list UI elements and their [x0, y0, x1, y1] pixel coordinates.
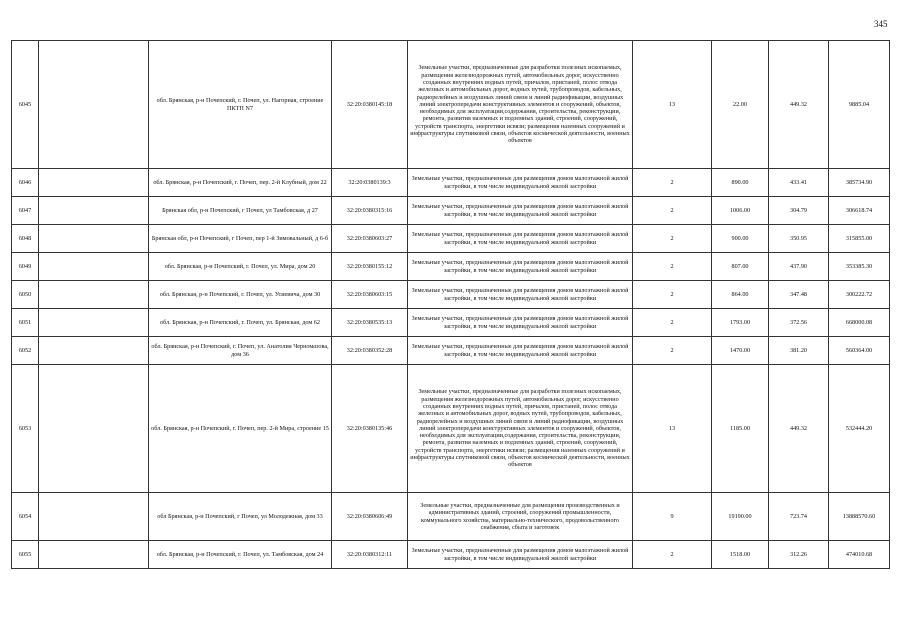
row-id-cell: 6052 — [12, 337, 39, 365]
cadastral-number-cell: 32:20:0380606:49 — [332, 493, 408, 541]
table-row — [12, 225, 890, 253]
land-purpose-cell: Земельные участки, предназначенные для размещения домов малоэтажной жилой застройки, в том числе индивидуальной жилой застройки — [408, 541, 633, 569]
blank-cell — [39, 365, 149, 493]
land-purpose-cell: Земельные участки, предназначенные для размещения домов малоэтажной жилой застройки, в том числе индивидуальной жилой застройки — [408, 197, 633, 225]
purpose-code-cell: 2 — [633, 169, 712, 197]
rate-cell: 433.41 — [769, 169, 829, 197]
cadastral-value-cell: 385734.90 — [829, 169, 890, 197]
area-cell: 1518.00 — [712, 541, 769, 569]
purpose-code-cell: 2 — [633, 309, 712, 337]
cadastral-number-cell: 32:20:0380312:11 — [332, 541, 408, 569]
purpose-code-cell: 2 — [633, 225, 712, 253]
purpose-code-cell: 2 — [633, 197, 712, 225]
cadastral-number-cell: 32:20:0380135:46 — [332, 365, 408, 493]
land-registry-table — [11, 40, 890, 569]
address-cell: Брянская обл, р-н Почепский, г Почеп, пер 1-й Зимовальный, д 6-б — [149, 225, 332, 253]
blank-cell — [39, 281, 149, 309]
rate-cell: 381.20 — [769, 337, 829, 365]
table-row — [12, 493, 890, 541]
purpose-code-cell: 2 — [633, 337, 712, 365]
blank-cell — [39, 541, 149, 569]
address-cell: обл. Брянская, р-н Почепский, г. Почеп, ул. Анатолия Черномазова, дом 36 — [149, 337, 332, 365]
table-row — [12, 365, 890, 493]
address-cell: обл. Брянская, р-н Почепский, г. Почеп, пер. 2-й Мира, строение 15 — [149, 365, 332, 493]
table-row — [12, 309, 890, 337]
cadastral-number-cell: 32:20:0380352:28 — [332, 337, 408, 365]
address-cell: обл. Брянская, р-н Почепский, г. Почеп, ул. Брянская, дом 62 — [149, 309, 332, 337]
row-id-cell: 6049 — [12, 253, 39, 281]
blank-cell — [39, 337, 149, 365]
rate-cell: 304.79 — [769, 197, 829, 225]
cadastral-number-cell: 32:20:0380315:16 — [332, 197, 408, 225]
area-cell: 1006.00 — [712, 197, 769, 225]
rate-cell: 449.32 — [769, 365, 829, 493]
blank-cell — [39, 493, 149, 541]
area-cell: 1793.00 — [712, 309, 769, 337]
table-row — [12, 41, 890, 169]
land-purpose-cell: Земельные участки, предназначенные для разработки полезных ископаемых, размещения железнодорожных путей, автомобильных дорог, искусственно созданных внутренних водных путей, причалов, пристаней, полос отвода железных и автомобильных дорог, водных путей, трубопроводов, кабельных, радиорелейных и воздушных линий связи и линий радиофикации, воздушных линий электропередачи конструктивных элементов и сооружений, объектов, необходимых для эксплуатации,содержания, строительства, реконструкции, ремонта, развития наземных и подземных зданий, строений, сооружений, устройств транспорта, энергетики исвязи; размещения наземных сооружений и инфраструктуры спутниковой связи, объектов космической деятельности, военных объектов — [408, 41, 633, 169]
cadastral-value-cell: 9885.04 — [829, 41, 890, 169]
blank-cell — [39, 253, 149, 281]
cadastral-value-cell: 532444.20 — [829, 365, 890, 493]
purpose-code-cell: 2 — [633, 541, 712, 569]
rate-cell: 350.95 — [769, 225, 829, 253]
cadastral-value-cell: 474010.68 — [829, 541, 890, 569]
area-cell: 890.00 — [712, 169, 769, 197]
cadastral-number-cell: 32:20:0380603:27 — [332, 225, 408, 253]
cadastral-number-cell: 32:20:0380535:13 — [332, 309, 408, 337]
purpose-code-cell: 13 — [633, 365, 712, 493]
cadastral-value-cell: 560364.00 — [829, 337, 890, 365]
table-row — [12, 541, 890, 569]
area-cell: 1470.00 — [712, 337, 769, 365]
row-id-cell: 6047 — [12, 197, 39, 225]
area-cell: 22.00 — [712, 41, 769, 169]
cadastral-value-cell: 353385.30 — [829, 253, 890, 281]
page-number: 345 — [874, 19, 888, 29]
purpose-code-cell: 2 — [633, 253, 712, 281]
land-purpose-cell: Земельные участки, предназначенные для размещения домов малоэтажной жилой застройки, в том числе индивидуальной жилой застройки — [408, 169, 633, 197]
cadastral-value-cell: 300222.72 — [829, 281, 890, 309]
row-id-cell: 6045 — [12, 41, 39, 169]
rate-cell: 347.48 — [769, 281, 829, 309]
table-row — [12, 281, 890, 309]
blank-cell — [39, 197, 149, 225]
land-purpose-cell: Земельные участки, предназначенные для размещения производственных и административных зданий, строений, сооружений промышленности, коммунального хозяйства, материально-технического, продовольственного снабжения, сбыта и заготовок — [408, 493, 633, 541]
cadastral-value-cell: 306618.74 — [829, 197, 890, 225]
row-id-cell: 6048 — [12, 225, 39, 253]
row-id-cell: 6053 — [12, 365, 39, 493]
area-cell: 900.00 — [712, 225, 769, 253]
blank-cell — [39, 169, 149, 197]
cadastral-value-cell: 13888570.60 — [829, 493, 890, 541]
land-purpose-cell: Земельные участки, предназначенные для размещения домов малоэтажной жилой застройки, в том числе индивидуальной жилой застройки — [408, 337, 633, 365]
blank-cell — [39, 309, 149, 337]
table-row — [12, 253, 890, 281]
blank-cell — [39, 225, 149, 253]
area-cell: 864.00 — [712, 281, 769, 309]
table-row — [12, 337, 890, 365]
table-row — [12, 169, 890, 197]
row-id-cell: 6050 — [12, 281, 39, 309]
land-purpose-cell: Земельные участки, предназначенные для размещения домов малоэтажной жилой застройки, в том числе индивидуальной жилой застройки — [408, 225, 633, 253]
area-cell: 19190.00 — [712, 493, 769, 541]
purpose-code-cell: 9 — [633, 493, 712, 541]
area-cell: 1185.00 — [712, 365, 769, 493]
land-purpose-cell: Земельные участки, предназначенные для разработки полезных ископаемых, размещения железнодорожных путей, автомобильных дорог, искусственно созданных внутренних водных путей, причалов, пристаней, полос отвода железных и автомобильных дорог, водных путей, трубопроводов, кабельных, радиорелейных и воздушных линий связи и линий радиофикации, воздушных линий электропередачи конструктивных элементов и сооружений, объектов, необходимых для эксплуатации,содержания, строительства, реконструкции, ремонта, развития наземных и подземных зданий, строений, сооружений, устройств транспорта, энергетики исвязи; размещения наземных сооружений и инфраструктуры спутниковой связи, объектов космической деятельности, военных объектов — [408, 365, 633, 493]
cadastral-number-cell: 32:20:0380139:3 — [332, 169, 408, 197]
cadastral-number-cell: 32:20:0380155:12 — [332, 253, 408, 281]
row-id-cell: 6051 — [12, 309, 39, 337]
row-id-cell: 6055 — [12, 541, 39, 569]
address-cell: Брянская обл, р-н Почепский, г Почеп, ул Тамбовская, д 27 — [149, 197, 332, 225]
area-cell: 807.00 — [712, 253, 769, 281]
address-cell: обл. Брянская, р-н Почепский, г. Почеп, ул. Усиевича, дом 30 — [149, 281, 332, 309]
rate-cell: 449.32 — [769, 41, 829, 169]
rate-cell: 723.74 — [769, 493, 829, 541]
address-cell: обл. Брянская, р-н Почепский, г. Почеп, пер. 2-й Клубный, дом 22 — [149, 169, 332, 197]
address-cell: обл. Брянская, р-н Почепский, г. Почеп, ул. Тамбовская, дом 24 — [149, 541, 332, 569]
cadastral-number-cell: 32:20:0380603:15 — [332, 281, 408, 309]
table-row — [12, 197, 890, 225]
rate-cell: 372.56 — [769, 309, 829, 337]
cadastral-value-cell: 315855.00 — [829, 225, 890, 253]
purpose-code-cell: 13 — [633, 41, 712, 169]
address-cell: обл. Брянская, р-н Почепский, г. Почеп, ул. Нагорная, строение ПКТП N7 — [149, 41, 332, 169]
cadastral-number-cell: 32:20:0380145:18 — [332, 41, 408, 169]
address-cell: обл Брянская, р-н Почепский, г Почеп, ул Молодежная, дом 33 — [149, 493, 332, 541]
land-purpose-cell: Земельные участки, предназначенные для размещения домов малоэтажной жилой застройки, в том числе индивидуальной жилой застройки — [408, 281, 633, 309]
cadastral-value-cell: 668000.08 — [829, 309, 890, 337]
land-purpose-cell: Земельные участки, предназначенные для размещения домов малоэтажной жилой застройки, в том числе индивидуальной жилой застройки — [408, 309, 633, 337]
blank-cell — [39, 41, 149, 169]
rate-cell: 312.26 — [769, 541, 829, 569]
land-purpose-cell: Земельные участки, предназначенные для размещения домов малоэтажной жилой застройки, в том числе индивидуальной жилой застройки — [408, 253, 633, 281]
rate-cell: 437.90 — [769, 253, 829, 281]
row-id-cell: 6046 — [12, 169, 39, 197]
address-cell: обл. Брянская, р-н Почепский, г. Почеп, ул. Мира, дом 20 — [149, 253, 332, 281]
purpose-code-cell: 2 — [633, 281, 712, 309]
row-id-cell: 6054 — [12, 493, 39, 541]
